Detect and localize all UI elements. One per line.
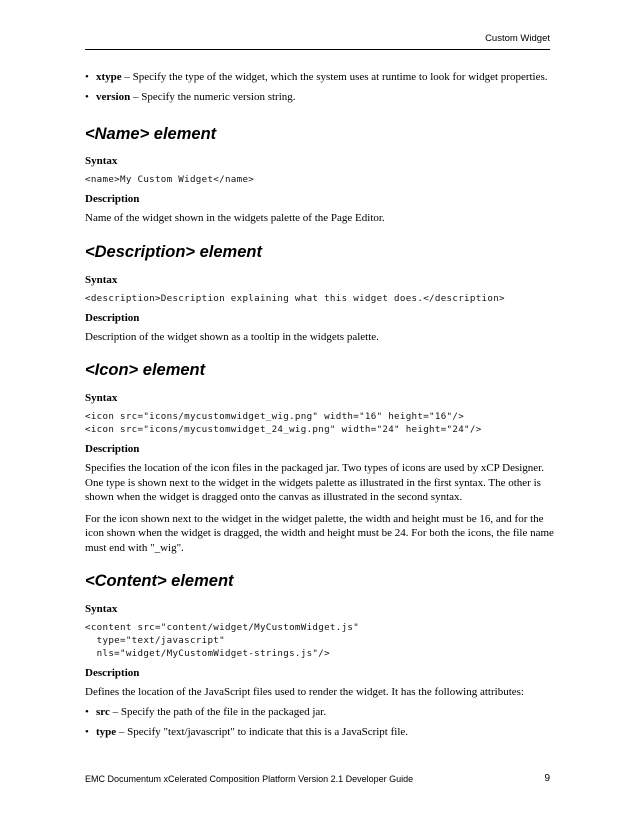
code-content: <content src="content/widget/MyCustomWidget.js" type="text/javascript" nls="widget/MyCustomWidget-strings.js"/> [85, 622, 360, 659]
section-heading-content: <Content> element [85, 572, 234, 590]
bullet-term: version [96, 91, 131, 103]
bullet-xtype [85, 70, 555, 84]
bullet-term: xtype [96, 71, 122, 83]
section-heading-icon: <Icon> element [85, 361, 206, 379]
description-label: Description [85, 443, 140, 455]
syntax-label: Syntax [85, 603, 118, 615]
description-text: Defines the location of the JavaScript files used to render the widget. It has the following attributes: [85, 686, 524, 698]
code-name: <name>My Custom Widget</name> [85, 174, 255, 185]
bullet-text: – Specify "text/javascript" to indicate that this is a JavaScript file. [116, 725, 409, 738]
description-label: Description [85, 193, 140, 205]
syntax-label: Syntax [85, 273, 118, 286]
bullet-term: src [96, 705, 110, 718]
code-description: <description>Description explaining what this widget does.</description> [85, 292, 505, 304]
section-heading-name: <Name> element [85, 125, 217, 143]
syntax-label: Syntax [85, 392, 118, 404]
code-icon: <icon src="icons/mycustomwidget_wig.png" width="16" height="16"/> <icon src="icons/mycustomwidget_24_wig.png" width="24" height="24"/> [85, 411, 482, 435]
section-heading-description: <Description> element [85, 242, 262, 261]
description-label: Description [85, 667, 140, 679]
bullet-version [85, 90, 555, 104]
bullet-text: – Specify the path of the file in the packaged jar. [109, 705, 327, 718]
description-text: Description of the widget shown as a tooltip in the widgets palette. [85, 330, 379, 343]
bullet-text: – Specify the numeric version string. [130, 91, 296, 103]
bullet-src [85, 705, 555, 719]
description-text: Specifies the location of the icon files in the packaged jar. Two types of icons are used by xCP Designer. One type is shown next to the widget in the widgets palette as illustrated in the first syntax. The other is shown when the widget is dragged onto the canvas as illustrated in the second syntax. [85, 462, 544, 503]
footer-title: EMC Documentum xCelerated Composition Platform Version 2.1 Developer Guide [85, 774, 414, 784]
bullet-type [85, 725, 555, 739]
header-title: Custom Widget [485, 33, 550, 44]
page-content [85, 70, 555, 743]
page-footer [85, 773, 550, 789]
description-text: Name of the widget shown in the widgets palette of the Page Editor. [85, 212, 385, 224]
bullet-text: – Specify the type of the widget, which the system uses at runtime to look for widget properties. [121, 71, 548, 83]
page-number: 9 [544, 773, 550, 784]
page-header [85, 27, 550, 50]
bullet-term: type [96, 725, 117, 738]
syntax-label: Syntax [85, 155, 118, 167]
description-text: For the icon shown next to the widget in the widget palette, the width and height must be 16, and for the icon shown when the widget is dragged, the width and height must be 24. For both the icons, the file name must end with "_wig". [85, 512, 554, 554]
description-label: Description [85, 311, 140, 324]
